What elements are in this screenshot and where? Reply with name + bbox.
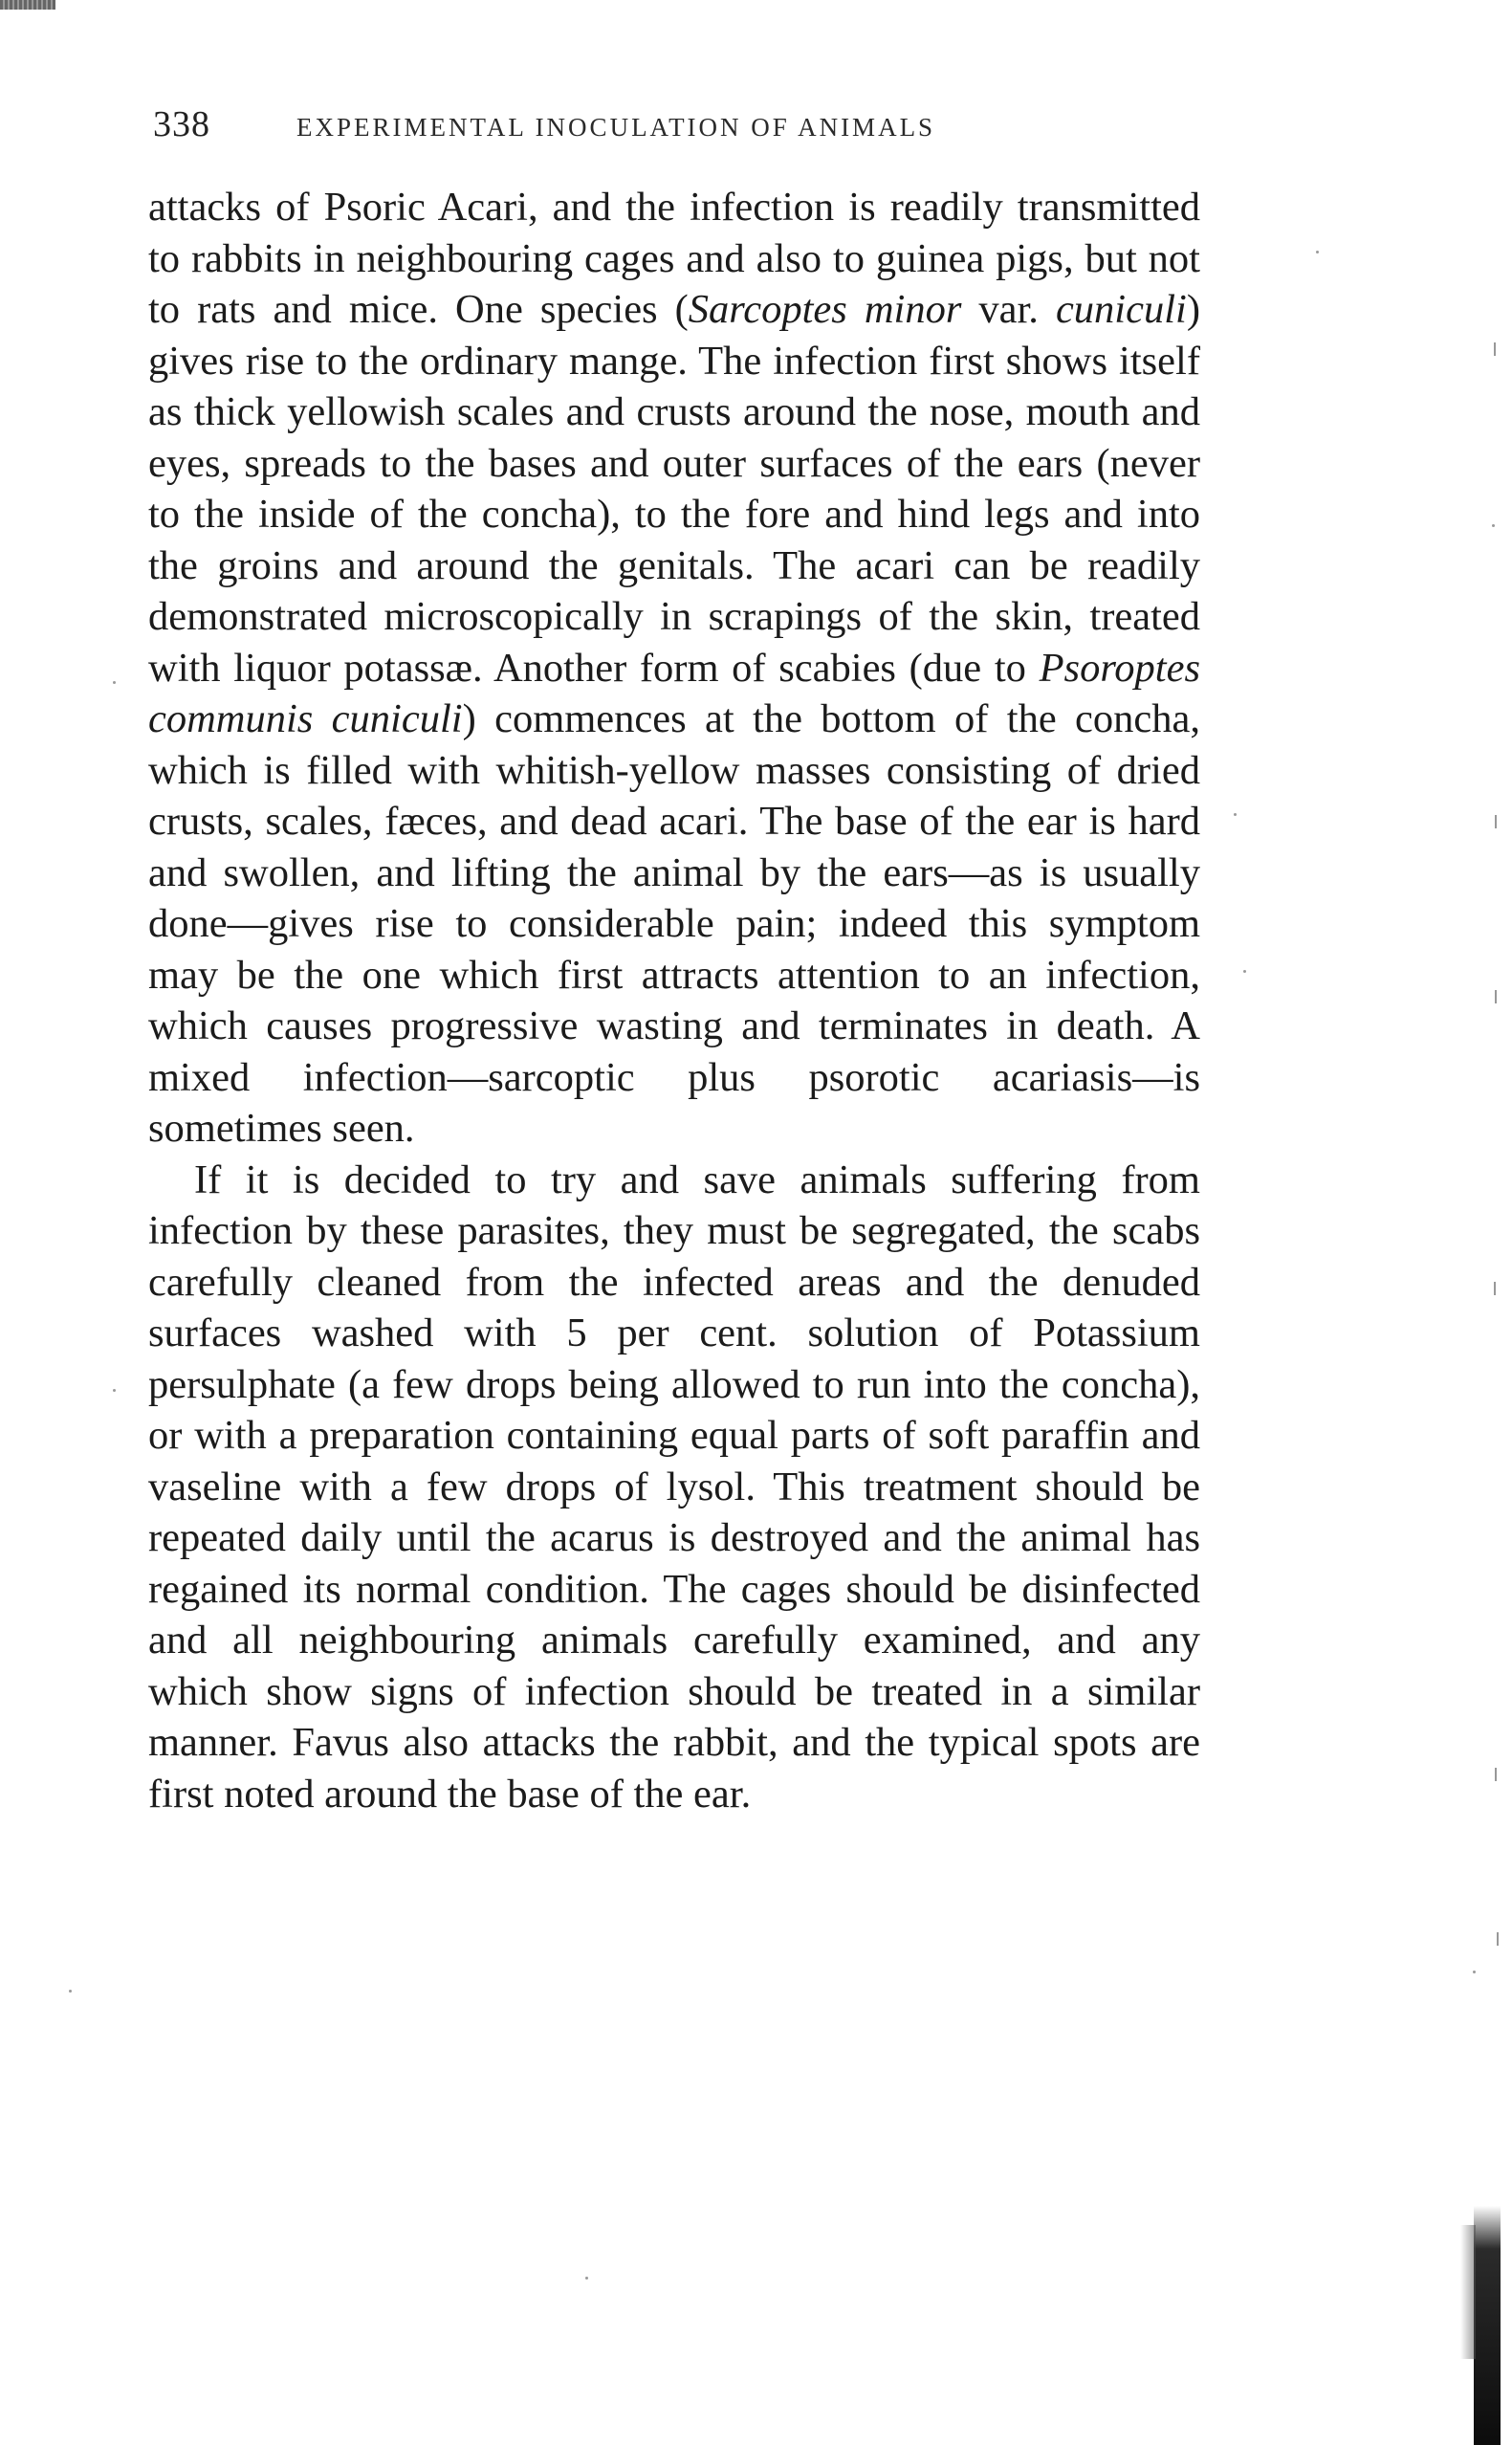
paragraph-1-text-c: ) gives rise to the ordinary mange. The infection first shows itself as thick yellowish scales and crusts around the nose, mouth and eyes, spreads to the bases and outer surfaces of the ears (never to the inside of the concha), to the fore and hind legs and into the groins and around the genitals. The acari can be readily demonstrated microscopically in scrapings of the skin, treated with liquor potassæ. Another form of scabies (due to [148,287,1200,691]
margin-mark [1495,815,1497,828]
scan-speck [1473,1971,1476,1973]
paragraph-1-text-b: var. [961,287,1056,332]
body-text [148,182,1200,1819]
variety-name-italic: cuniculi [1055,287,1187,332]
running-head [153,103,1205,151]
paragraph-2: If it is decided to try and save animals suffering from infection by these parasites, they must be segregated, the scabs carefully cleaned from the infected areas and the denuded surfaces washed with 5 per cent. solution of Potassium persulphate (a few drops being allowed to run into the concha), or with a preparation containing equal parts of soft paraffin and vaseline with a few drops of lysol. This treatment should be repeated daily until the acarus is destroyed and the animal has regained its normal condition. The cages should be disinfected and all neighbouring animals carefully examined, and any which show signs of infection should be treated in a similar manner. Favus also attacks the rabbit, and the typical spots are first noted around the base of the ear. [148,1156,1200,1817]
scan-speck [113,681,116,684]
paragraph-1-text-a: attacks of Psoric Acari, and the infection is readily transmitted to rabbits in neighbouring cages and also to guinea pigs, but not to rats and mice. One species ( [148,185,1200,332]
paragraph-1-text-d: ) commences at the bottom of the concha, which is filled with whitish-yellow masses consisting of dried crusts, scales, fæces, and dead acari. The base of the ear is hard and swollen, and lifting the animal by the ears—as is usually done—gives rise to considerable pain; indeed this symptom may be the one which first attracts attention to an infection, which causes progressive wasting and terminates in death. A mixed infection—sarcoptic plus psorotic acariasis—is sometimes seen. [148,696,1200,1151]
margin-mark [1495,1768,1497,1781]
running-title: EXPERIMENTAL INOCULATION OF ANIMALS [296,113,936,142]
margin-mark [1497,1932,1499,1946]
species-name-italic: Sarcoptes minor [688,287,962,332]
species-name-italic-2: Psoroptes communis cuniculi [148,645,1200,741]
page-edge-shadow [1474,2206,1501,2445]
page-number: 338 [153,104,210,144]
scan-speck [585,2277,588,2280]
margin-mark [1494,342,1496,356]
scan-speck [113,1389,116,1392]
scan-edge-mark [0,0,55,10]
scan-speck [1316,251,1319,253]
scan-speck [69,1990,72,1993]
paragraph-1 [148,182,1200,1155]
margin-mark [1494,1282,1496,1295]
scan-speck [1234,813,1237,816]
scan-speck [1492,524,1495,527]
scan-speck [1243,970,1246,973]
margin-mark [1495,990,1497,1003]
